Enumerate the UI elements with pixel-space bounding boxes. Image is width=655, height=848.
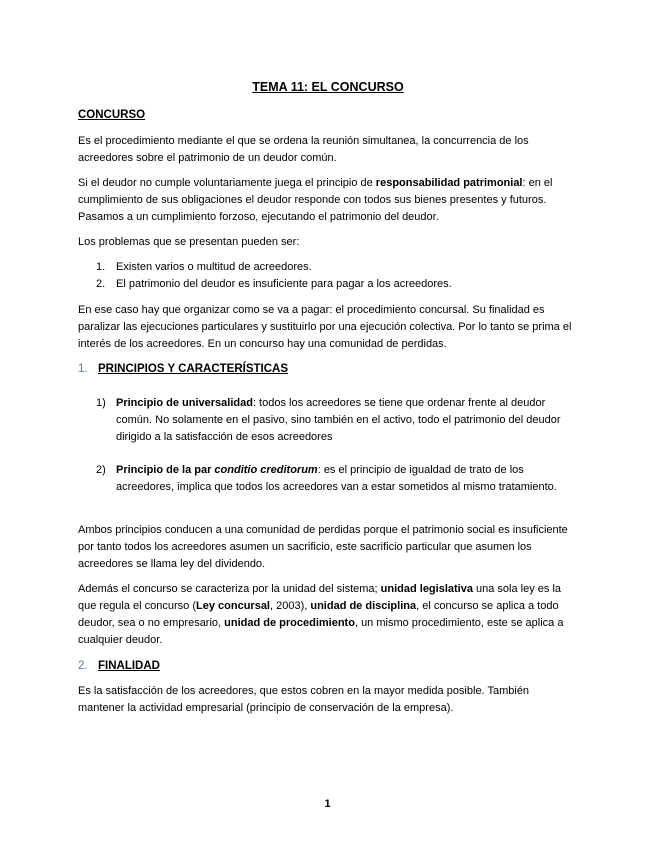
principle-bold: Principio de universalidad	[116, 397, 253, 409]
principle-item	[96, 462, 578, 496]
p2-bold: responsabilidad patrimonial	[375, 177, 523, 189]
principle-italic: conditio creditorum	[214, 464, 318, 476]
principle-number: 2)	[96, 464, 106, 476]
p6-f: unidad de disciplina	[310, 600, 417, 612]
principle-rest: : todos los acreedores se tiene que ordenar frente al deudor común. No solamente en el pasivo, sino también en el activo, todo el patrimonio del deudor dirigido a la satisfacción de esos acreedores	[116, 397, 561, 443]
p2-text-a: Si el deudor no cumple voluntariamente juega el principio de	[78, 177, 376, 189]
concurso-heading: CONCURSO	[78, 109, 146, 121]
list-item	[96, 276, 566, 293]
page-number: 1	[324, 798, 331, 810]
paragraph-unidad	[78, 581, 578, 649]
p6-a: Además el concurso se caracteriza por la unidad del sistema;	[78, 583, 381, 595]
paragraph-ambos: Ambos principios conducen a una comunidad de perdidas porque el patrimonio social es insuficiente por tanto todos los acreedores asumen un sacrificio, este sacrificio particular que asumen los acreedores se llama ley del dividendo.	[78, 524, 568, 570]
paragraph-finalidad: Es la satisfacción de los acreedores, que estos cobren en la mayor medida posible. También mantener la actividad empresarial (principio de conservación de la empresa).	[78, 685, 530, 714]
list-number: 2.	[96, 278, 106, 290]
p6-g: , el concurso se aplica a todo deudor, sea o no empresario,	[78, 600, 559, 629]
principle-bold: Principio de la par	[116, 464, 215, 476]
page-title: TEMA 11: EL CONCURSO	[252, 80, 404, 94]
principle-text	[116, 462, 578, 496]
principle-text	[116, 395, 578, 446]
list-text: El patrimonio del deudor es insuficiente para pagar a los acreedores.	[116, 278, 452, 290]
section-label: FINALIDAD	[98, 660, 160, 672]
list-text: Existen varios o multitud de acreedores.	[116, 261, 312, 273]
section-number: 1.	[78, 363, 88, 375]
p6-d: Ley concursal	[196, 600, 270, 612]
paragraph-problemas: Los problemas que se presentan pueden ser:	[78, 236, 300, 248]
paragraph-definition: Es el procedimiento mediante el que se ordena la reunión simultanea, la concurrencia de los acreedores sobre el patrimonio de un deudor común.	[78, 135, 529, 164]
p6-i: , un mismo procedimiento, este se aplica a cualquier deudor.	[78, 617, 564, 646]
p2-text-c: : en el cumplimiento de sus obligaciones el deudor responde con todos sus bienes presentes y futuros. Pasamos a un cumplimiento forzoso, ejecutando el patrimonio del deudor.	[78, 177, 553, 223]
p6-h: unidad de procedimiento	[224, 617, 355, 629]
p6-c: una sola ley es la que regula el concurso (	[78, 583, 562, 612]
section-heading-finalidad	[78, 658, 578, 675]
section-heading-principios	[78, 361, 578, 378]
p6-b: unidad legislativa	[380, 583, 473, 595]
principle-number: 1)	[96, 397, 106, 409]
paragraph-responsabilidad	[78, 175, 578, 226]
p6-e: , 2003),	[270, 600, 311, 612]
principle-item	[96, 395, 578, 446]
principle-rest: : es el principio de igualdad de trato de los acreedores, implica que todos los acreedores van a estar sometidos al mismo tratamiento.	[116, 464, 557, 493]
paragraph-organizar: En ese caso hay que organizar como se va a pagar: el procedimiento concursal. Su finalidad es paralizar las ejecuciones particulares y sustituirlo por una ejecución colectiva. Por lo tanto se prima el interés de los acreedores. En un concurso hay una comunidad de perdidas.	[78, 304, 572, 350]
section-number: 2.	[78, 660, 88, 672]
list-number: 1.	[96, 261, 106, 273]
list-item	[96, 259, 566, 276]
section-label: PRINCIPIOS Y CARACTERÍSTICAS	[98, 363, 288, 375]
